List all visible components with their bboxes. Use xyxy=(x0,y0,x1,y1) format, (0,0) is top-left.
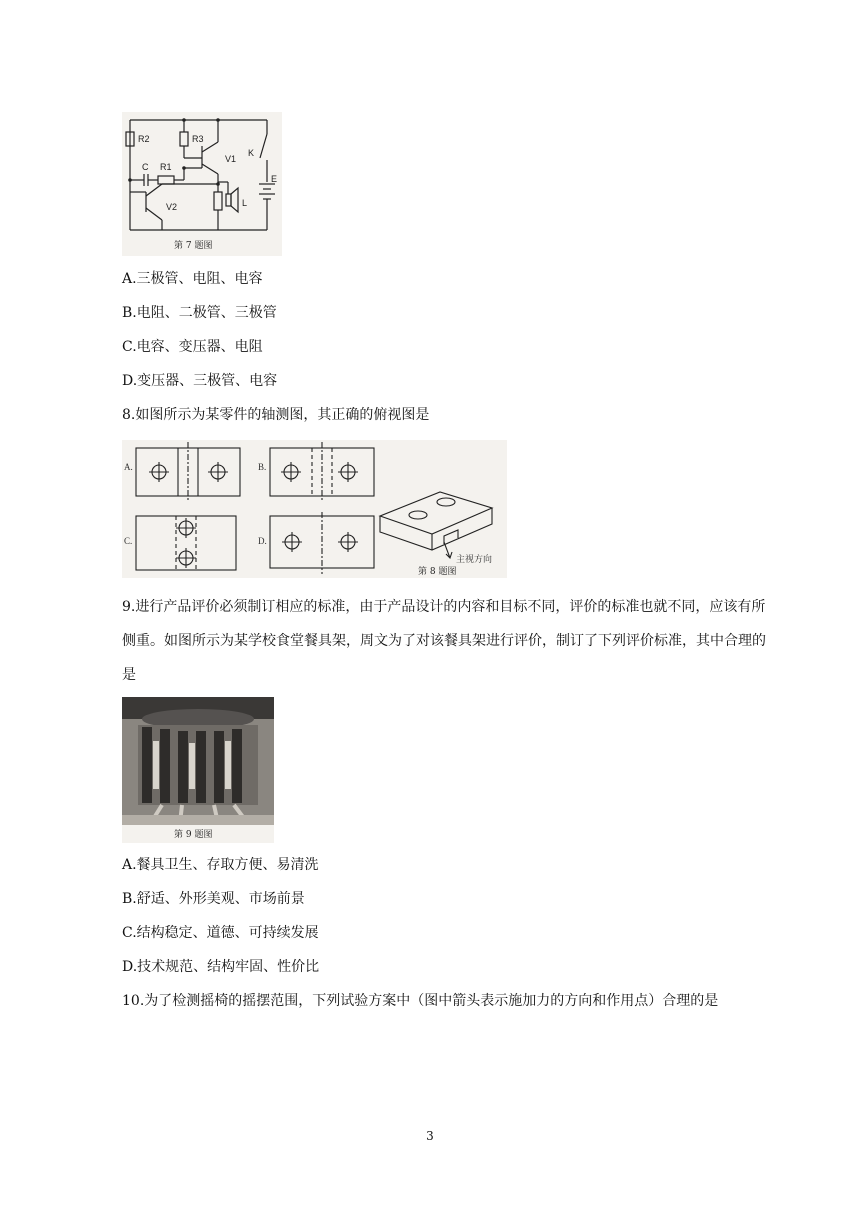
circuit-diagram xyxy=(122,112,282,256)
label-r1: R1 xyxy=(160,162,172,172)
q9-option-c: C.结构稳定、道德、可持续发展 xyxy=(122,925,319,941)
q7-option-a: A.三极管、电阻、电容 xyxy=(122,271,263,287)
q9-option-b: B.舒适、外形美观、市场前景 xyxy=(122,891,305,907)
label-c: C xyxy=(142,162,149,172)
q8-figure-caption: 第 8 题图 xyxy=(418,567,457,577)
label-e: E xyxy=(271,174,278,184)
views-diagram xyxy=(122,440,507,578)
q9-option-a: A.餐具卫生、存取方便、易清洗 xyxy=(122,857,319,873)
q10-question: 10.为了检测摇椅的摇摆范围，下列试验方案中（图中箭头表示施加力的方向和作用点）合理的是 xyxy=(122,993,719,1009)
view-label-d: D. xyxy=(258,536,267,546)
label-r2: R2 xyxy=(138,134,150,144)
view-label-c: C. xyxy=(124,536,133,546)
q7-circuit-figure xyxy=(122,112,282,256)
q9-option-d: D.技术规范、结构牢固、性价比 xyxy=(122,959,320,975)
dish-rack-photo xyxy=(122,697,274,843)
q8-views-figure xyxy=(122,440,507,578)
page-number: 3 xyxy=(426,1129,434,1143)
q9-question: 9.进行产品评价必须制订相应的标准，由于产品设计的内容和目标不同，评价的标准也就不同，应该有所侧重。如图所示为某学校食堂餐具架，周文为了对该餐具架进行评价，制订了下列评价标准，其中合理的是 xyxy=(122,599,766,683)
q7-option-c: C.电容、变压器、电阻 xyxy=(122,339,263,355)
label-r3: R3 xyxy=(192,134,204,144)
q9-figure-caption: 第 9 题图 xyxy=(174,830,213,840)
label-v2: V2 xyxy=(166,202,178,212)
label-k: K xyxy=(248,148,255,158)
direction-label: 主视方向 xyxy=(456,554,493,564)
q7-option-b: B.电阻、二极管、三极管 xyxy=(122,305,277,321)
q8-question: 8.如图所示为某零件的轴测图，其正确的俯视图是 xyxy=(122,407,430,423)
q7-option-d: D.变压器、三极管、电容 xyxy=(122,373,278,389)
view-label-a: A. xyxy=(124,462,133,472)
q7-figure-caption: 第 7 题图 xyxy=(174,241,213,251)
label-v1: V1 xyxy=(225,154,237,164)
label-l: L xyxy=(242,198,248,208)
view-label-b: B. xyxy=(258,462,267,472)
q9-photo-figure xyxy=(122,697,274,843)
